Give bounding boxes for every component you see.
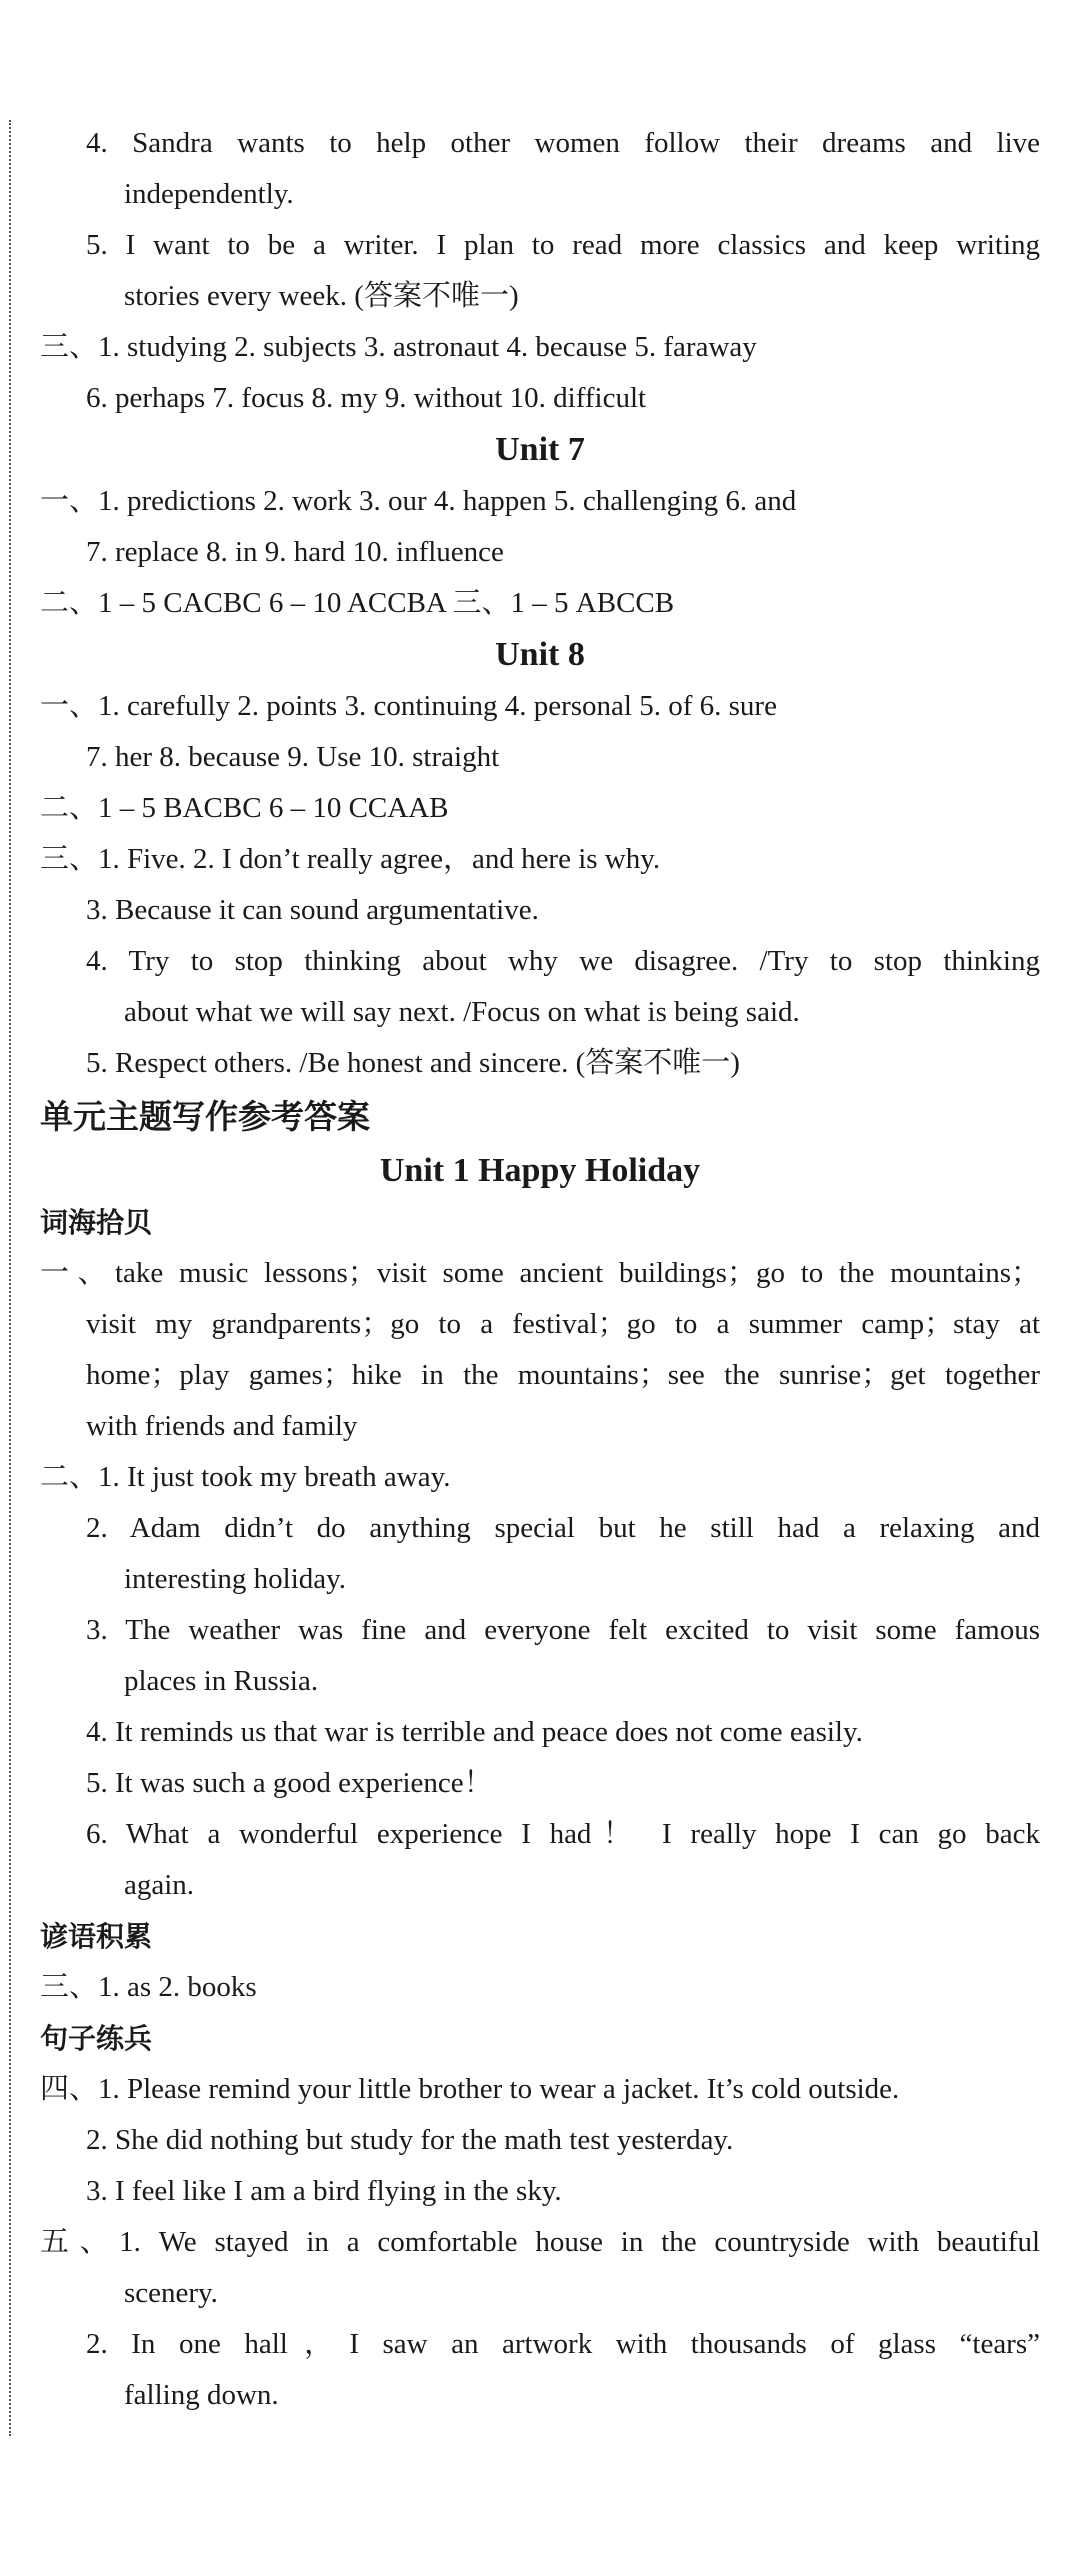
answer-line: 二、1 – 5 CACBC 6 – 10 ACCBA 三、1 – 5 ABCCB	[40, 587, 675, 619]
writing-section-heading: 单元主题写作参考答案	[40, 1097, 370, 1136]
answer-line: 一、1. carefully 2. points 3. continuing 4. personal 5. of 6. sure	[40, 690, 777, 722]
answer-line: 4. It reminds us that war is terrible and peace does not come easily.	[86, 1716, 863, 1748]
unit-7-title: Unit 7	[495, 431, 585, 468]
answer-line: 2. In one hall，I saw an artwork with thousands of glass “tears”	[86, 2328, 1040, 2360]
answer-line: independently.	[124, 178, 294, 210]
answer-line: 3. The weather was fine and everyone felt excited to visit some famous	[86, 1614, 1040, 1646]
answer-line: 三、1. studying 2. subjects 3. astronaut 4. because 5. faraway	[40, 331, 757, 363]
answer-key-page	[40, 118, 1040, 2421]
answer-line: 二、1 – 5 BACBC 6 – 10 CCAAB	[40, 792, 449, 824]
answer-line: interesting holiday.	[124, 1563, 347, 1595]
answer-line: with friends and family	[86, 1410, 358, 1442]
answer-line: 3. I feel like I am a bird flying in the sky.	[86, 2175, 562, 2207]
answer-line: 7. her 8. because 9. Use 10. straight	[86, 741, 500, 773]
answer-line: visit my grandparents；go to a festival；go to a summer camp；stay at	[86, 1308, 1040, 1340]
answer-line: 6. What a wonderful experience I had！ I really hope I can go back	[86, 1818, 1040, 1850]
answer-line: 5. Respect others. /Be honest and sincere. (答案不唯一)	[86, 1047, 740, 1079]
answer-line: 四、1. Please remind your little brother to wear a jacket. It’s cold outside.	[40, 2073, 900, 2105]
answer-line: 三、1. as 2. books	[40, 1971, 257, 2003]
sentence-heading: 句子练兵	[40, 2022, 153, 2055]
answer-line: 一、1. predictions 2. work 3. our 4. happen 5. challenging 6. and	[40, 485, 797, 517]
answer-line: home；play games；hike in the mountains；see the sunrise；get together	[86, 1359, 1040, 1391]
answer-line: 二、1. It just took my breath away.	[40, 1461, 451, 1493]
answer-line: 一、take music lessons；visit some ancient buildings；go to the mountains；	[40, 1257, 1040, 1289]
answer-line: places in Russia.	[124, 1665, 319, 1697]
answer-line: stories every week. (答案不唯一)	[124, 280, 519, 312]
unit-8-title: Unit 8	[495, 636, 585, 673]
answer-line: 7. replace 8. in 9. hard 10. influence	[86, 536, 504, 568]
answer-line: 2. She did nothing but study for the math test yesterday.	[86, 2124, 734, 2156]
answer-line: 5. I want to be a writer. I plan to read more classics and keep writing	[86, 229, 1040, 261]
answer-line: falling down.	[124, 2379, 279, 2411]
left-dotted-border	[9, 120, 11, 2436]
answer-line: 6. perhaps 7. focus 8. my 9. without 10. difficult	[86, 382, 647, 414]
answer-line: 五、1. We stayed in a comfortable house in the countryside with beautiful	[40, 2226, 1040, 2258]
answer-line: 2. Adam didn’t do anything special but he still had a relaxing and	[86, 1512, 1040, 1544]
answer-line: scenery.	[124, 2277, 218, 2309]
proverb-heading: 谚语积累	[40, 1920, 153, 1953]
answer-line: about what we will say next. /Focus on what is being said.	[124, 996, 800, 1028]
writing-unit-title: Unit 1 Happy Holiday	[379, 1152, 701, 1189]
answer-line: 4. Try to stop thinking about why we disagree. /Try to stop thinking	[86, 945, 1040, 977]
answer-line: again.	[124, 1869, 195, 1901]
answer-line: 4. Sandra wants to help other women follow their dreams and live	[86, 127, 1040, 159]
answer-line: 三、1. Five. 2. I don’t really agree，and here is why.	[40, 843, 661, 875]
vocab-heading: 词海拾贝	[40, 1206, 153, 1239]
answer-line: 5. It was such a good experience！	[86, 1767, 493, 1799]
answer-line: 3. Because it can sound argumentative.	[86, 894, 539, 926]
